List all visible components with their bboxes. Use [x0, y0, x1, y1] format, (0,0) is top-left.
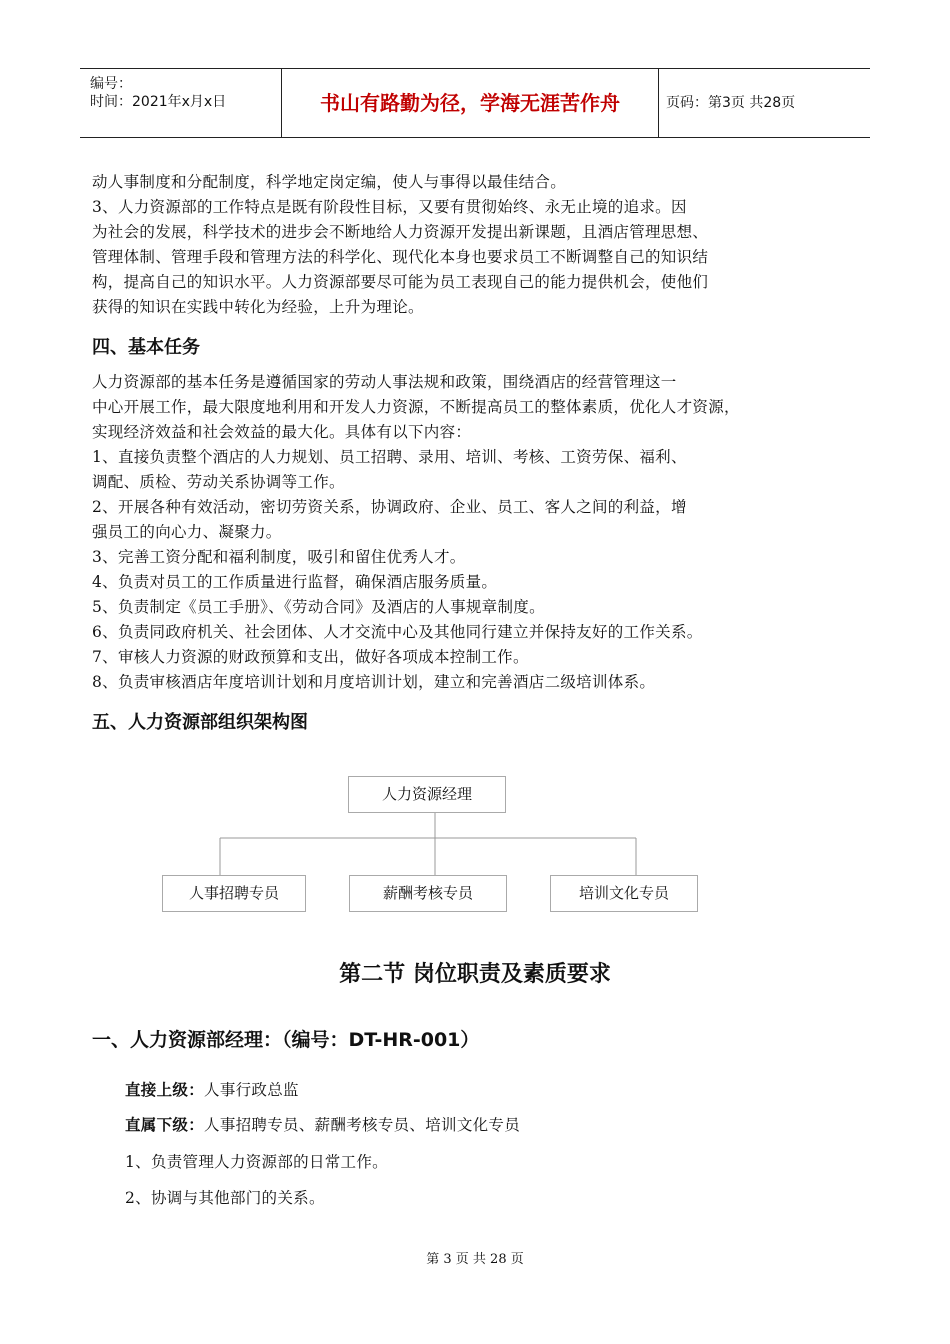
- chapter-title: 第二节 岗位职责及素质要求: [339, 962, 611, 987]
- direct-subordinate-label: 直属下级：: [125, 1116, 205, 1134]
- org-node-compensation: 薪酬考核专员: [349, 875, 507, 912]
- text-line: 构，提高自己的知识水平。人力资源部要尽可能为员工表现自己的能力提供机会，使他们: [92, 273, 709, 291]
- motto: 书山有路勤为径，学海无涯苦作舟: [281, 69, 659, 137]
- number-label: 编号：: [90, 76, 132, 92]
- text-line: 8、负责审核酒店年度培训计划和月度培训计划，建立和完善酒店二级培训体系。: [92, 673, 656, 691]
- direct-subordinate-value: 人事招聘专员、薪酬考核专员、培训文化专员: [204, 1116, 521, 1134]
- page-footer: 第 3 页 共 28 页: [426, 1252, 524, 1267]
- text-line: 中心开展工作，最大限度地利用和开发人力资源，不断提高员工的整体素质，优化人才资源，: [92, 398, 740, 416]
- text-line: 强员工的向心力、凝聚力。: [92, 523, 282, 541]
- text-line: 人力资源部的基本任务是遵循国家的劳动人事法规和政策，围绕酒店的经营管理这一: [92, 373, 677, 391]
- text-line: 7、审核人力资源的财政预算和支出，做好各项成本控制工作。: [92, 648, 529, 666]
- org-node-recruitment: 人事招聘专员: [162, 875, 306, 912]
- text-line: 实现经济效益和社会效益的最大化。具体有以下内容：: [92, 423, 472, 441]
- direct-subordinate: [125, 1113, 520, 1135]
- org-node-manager: 人力资源经理: [348, 776, 506, 813]
- job-title: 一、人力资源部经理：（编号：DT-HR-001）: [92, 1029, 480, 1051]
- text-line: 管理体制、管理手段和管理方法的科学化、现代化本身也要求员工不断调整自己的知识结: [92, 248, 709, 266]
- direct-superior-label: 直接上级：: [125, 1081, 205, 1099]
- text-line: 3、完善工资分配和福利制度，吸引和留住优秀人才。: [92, 548, 466, 566]
- text-line: 6、负责同政府机关、社会团体、人才交流中心及其他同行建立并保持友好的工作关系。: [92, 623, 703, 641]
- text-line: 2、开展各种有效活动，密切劳资关系，协调政府、企业、员工、客人之间的利益，增: [92, 498, 687, 516]
- duty-item: 1、负责管理人力资源部的日常工作。: [125, 1153, 388, 1171]
- text-line: 获得的知识在实践中转化为经验，上升为理论。: [92, 298, 424, 316]
- section-heading: 五、人力资源部组织架构图: [92, 712, 308, 733]
- date-label: 时间：2021年x月x日: [90, 94, 227, 110]
- text-line: 1、直接负责整个酒店的人力规划、员工招聘、录用、培训、考核、工资劳保、福利、: [92, 448, 687, 466]
- text-line: 动人事制度和分配制度，科学地定岗定编，使人与事得以最佳结合。: [92, 173, 567, 191]
- text-line: 4、负责对员工的工作质量进行监督，确保酒店服务质量。: [92, 573, 498, 591]
- text-line: 调配、质检、劳动关系协调等工作。: [92, 473, 345, 491]
- org-node-training: 培训文化专员: [550, 875, 698, 912]
- direct-superior: [125, 1078, 299, 1100]
- direct-superior-value: 人事行政总监: [204, 1081, 299, 1099]
- text-line: 3、人力资源部的工作特点是既有阶段性目标，又要有贯彻始终、永无止境的追求。因: [92, 198, 687, 216]
- page-indicator: 页码：第3页 共28页: [666, 95, 796, 111]
- section-heading: 四、基本任务: [92, 337, 200, 358]
- duty-item: 2、协调与其他部门的关系。: [125, 1189, 325, 1207]
- text-line: 5、负责制定《员工手册》、《劳动合同》及酒店的人事规章制度。: [92, 598, 545, 616]
- text-line: 为社会的发展，科学技术的进步会不断地给人力资源开发提出新课题，且酒店管理思想、: [92, 223, 709, 241]
